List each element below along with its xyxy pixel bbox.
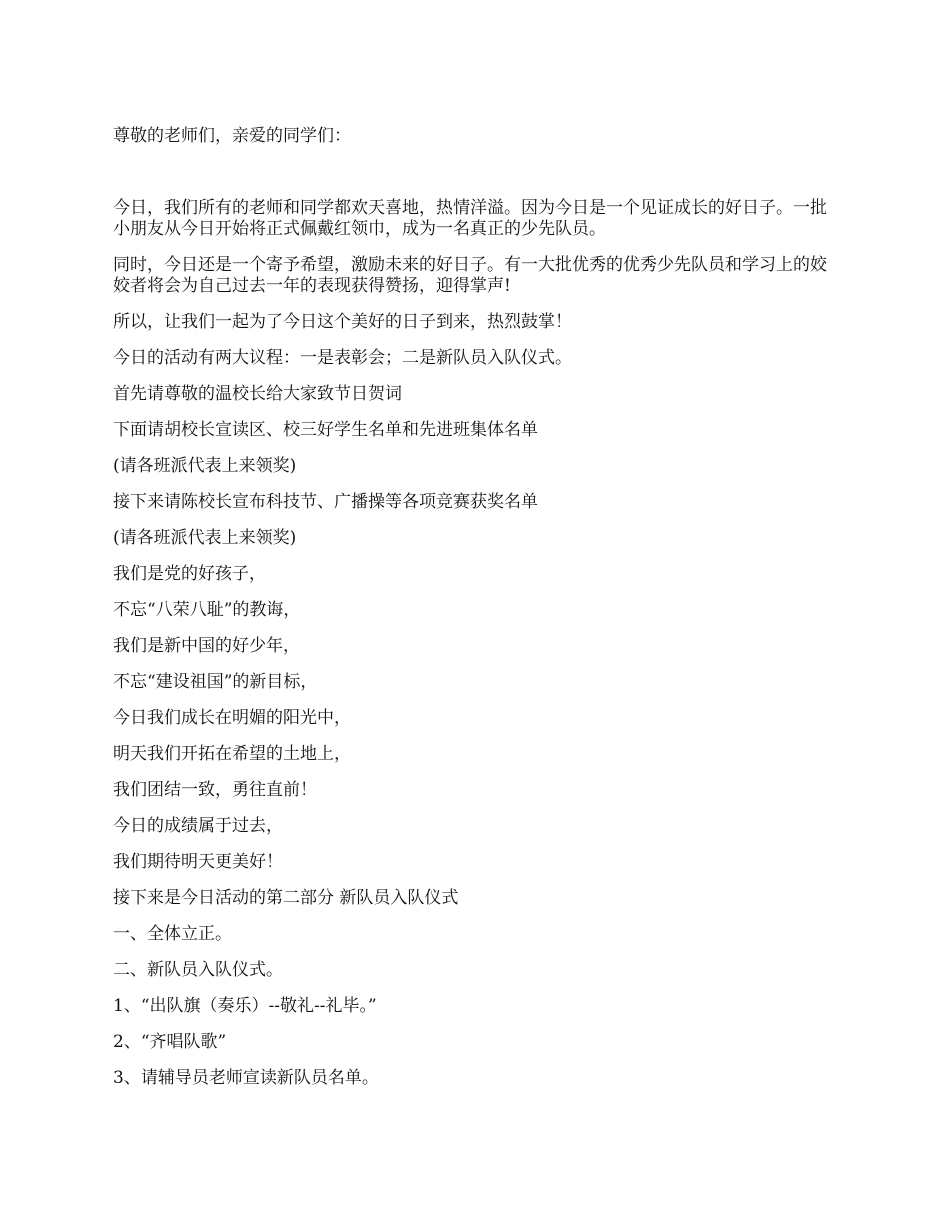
line-8: 我们是党的好孩子， [113,564,266,584]
line-22: 3、请辅导员老师宣读新队员名单。 [113,1068,379,1088]
greeting: 尊敬的老师们，亲爱的同学们： [113,126,351,146]
document-body [113,126,843,1104]
line-12: 今日我们成长在明媚的阳光中， [113,708,351,728]
line-2: 今日的活动有两大议程：一是表彰会；二是新队员入队仪式。 [113,348,572,368]
line-6: 接下来请陈校长宣布科技节、广播操等各项竞赛获奖名单 [113,492,538,512]
line-18: 一、全体立正。 [113,924,232,944]
line-3: 首先请尊敬的温校长给大家致节日贺词 [113,384,402,404]
line-4: 下面请胡校长宣读区、校三好学生名单和先进班集体名单 [113,420,538,440]
line-1: 所以，让我们一起为了今日这个美好的日子到来，热烈鼓掌！ [113,312,572,332]
line-17: 接下来是今日活动的第二部分 新队员入队仪式 [113,888,459,908]
line-13: 明天我们开拓在希望的土地上， [113,744,351,764]
line-10: 我们是新中国的好少年， [113,636,300,656]
line-16: 我们期待明天更美好！ [113,852,283,872]
line-21: 2、“齐唱队歌” [113,1032,227,1052]
paragraph-2: 同时，今日还是一个寄予希望，激励未来的好日子。有一大批优秀的优秀少先队员和学习上的姣姣者将会为自己过去一年的表现获得赞扬，迎得掌声! [113,255,827,296]
line-5: (请各班派代表上来领奖) [113,456,297,476]
line-14: 我们团结一致，勇往直前！ [113,780,317,800]
line-15: 今日的成绩属于过去， [113,816,283,836]
line-19: 二、新队员入队仪式。 [113,960,283,980]
paragraph-1: 今日，我们所有的老师和同学都欢天喜地，热情洋溢。因为今日是一个见证成长的好日子。一批小朋友从今日开始将正式佩戴红领巾，成为一名真正的少先队员。 [113,198,827,239]
line-9: 不忘“八荣八耻”的教诲， [113,600,301,620]
line-20: 1、“出队旗（奏乐）--敬礼--礼毕。” [113,996,377,1016]
line-7: (请各班派代表上来领奖) [113,528,297,548]
line-11: 不忘“建设祖国”的新目标， [113,672,318,692]
